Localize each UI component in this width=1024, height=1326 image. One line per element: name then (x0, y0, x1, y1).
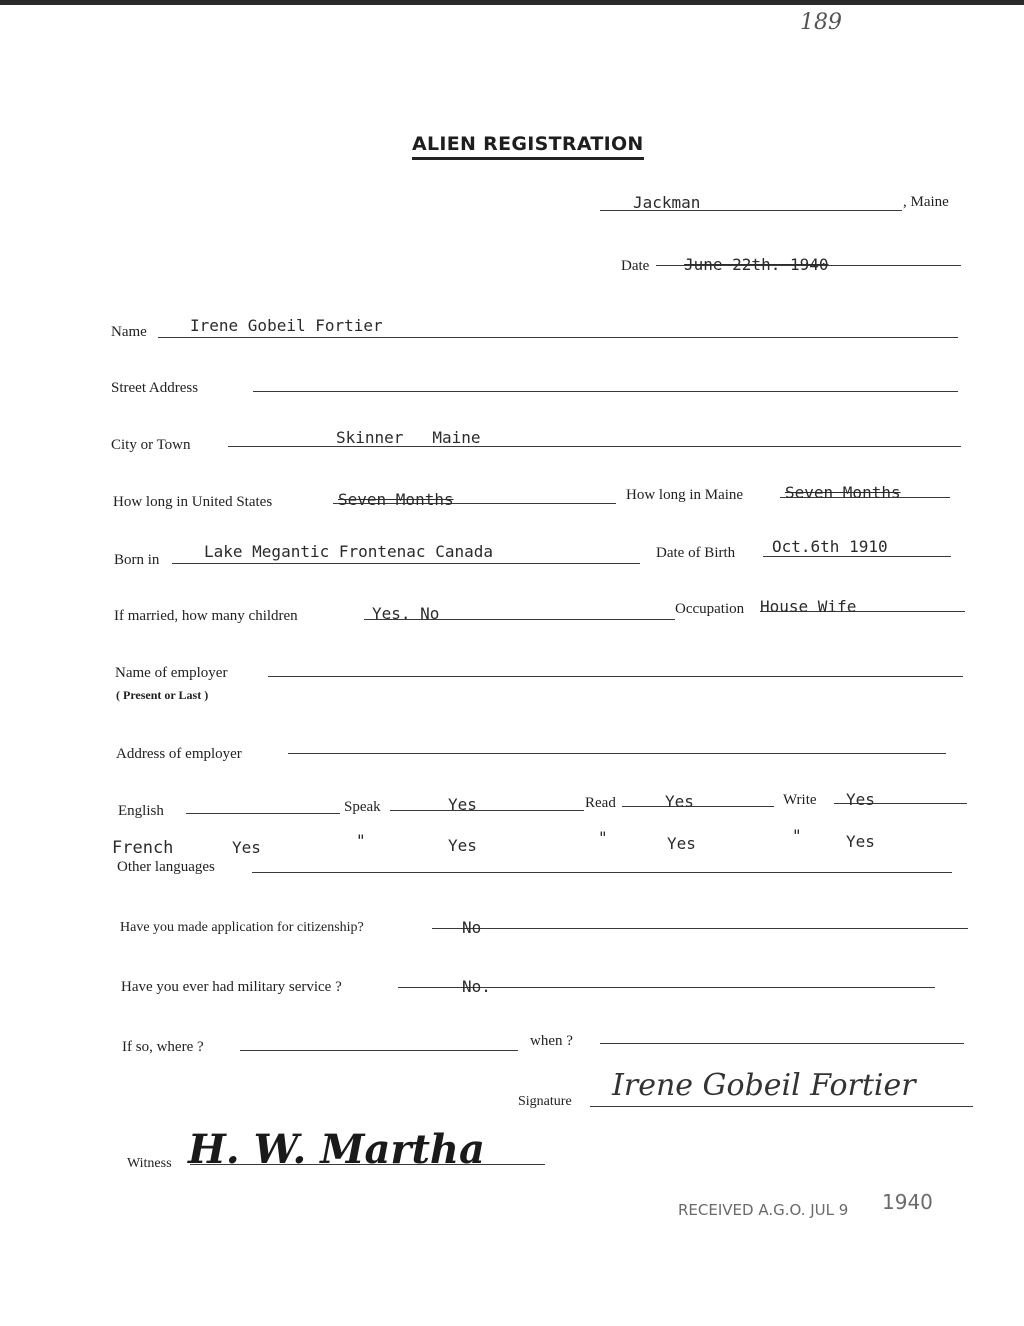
received-stamp-year: 1940 (882, 1190, 933, 1214)
date-label: Date (621, 258, 650, 274)
street-address-label: Street Address (111, 380, 199, 396)
occupation-label: Occupation (675, 601, 745, 617)
where-line (240, 1050, 518, 1051)
us-stay-label: How long in United States (113, 494, 273, 510)
military-value: No. (462, 977, 491, 996)
speak-label: Speak (344, 799, 381, 815)
when-line (600, 1043, 964, 1044)
french-value: Yes (232, 838, 261, 857)
form-title: ALIEN REGISTRATION (412, 133, 644, 160)
french-speak-value: Yes (448, 836, 477, 855)
birth-date-line (763, 556, 951, 557)
speak-line (390, 810, 584, 811)
name-label: Name (111, 324, 147, 340)
ditto-mark-write: " (792, 826, 802, 845)
english-read-value: Yes (665, 792, 694, 811)
citizenship-label: Have you made application for citizenship? (120, 920, 364, 935)
other-languages-label: Other languages (117, 859, 215, 875)
signature-label: Signature (518, 1094, 572, 1109)
english-line (186, 813, 340, 814)
page-top-border (0, 0, 1024, 5)
witness-handwriting: H. W. Martha (188, 1126, 485, 1173)
where-label: If so, where ? (122, 1039, 204, 1055)
citizenship-line (432, 928, 968, 929)
maine-stay-value: Seven Months (785, 483, 901, 502)
born-in-value: Lake Megantic Frontenac Canada (204, 542, 493, 561)
french-label: French (112, 838, 174, 858)
english-write-value: Yes (846, 790, 875, 809)
occupation-value: House Wife (760, 597, 857, 616)
read-label: Read (585, 795, 616, 811)
street-address-line (253, 391, 958, 392)
employer-address-label: Address of employer (116, 746, 242, 762)
city-label: City or Town (111, 437, 191, 453)
birth-date-value: Oct.6th 1910 (772, 537, 888, 556)
citizenship-value: No (462, 918, 482, 937)
maine-stay-label: How long in Maine (626, 487, 744, 503)
married-value: Yes. No (372, 604, 440, 623)
military-label: Have you ever had military service ? (121, 979, 342, 995)
city-value: Skinner Maine (336, 428, 481, 447)
signature-handwriting: Irene Gobeil Fortier (612, 1068, 916, 1103)
ditto-mark-read: " (598, 828, 608, 847)
married-label: If married, how many children (114, 608, 298, 624)
page-number: 189 (800, 10, 842, 35)
french-write-value: Yes (846, 832, 875, 851)
write-label: Write (783, 792, 817, 808)
born-in-line (172, 563, 640, 564)
when-label: when ? (530, 1033, 573, 1049)
read-line (622, 806, 774, 807)
name-line (158, 337, 958, 338)
witness-label: Witness (127, 1156, 172, 1171)
other-languages-line (252, 872, 952, 873)
name-value: Irene Gobeil Fortier (190, 316, 383, 335)
employer-address-line (288, 753, 946, 754)
us-stay-value: Seven Months (338, 490, 454, 509)
received-stamp: RECEIVED A.G.O. JUL 9 (678, 1201, 849, 1219)
date-value: June 22th. 1940 (684, 255, 829, 274)
birth-date-label: Date of Birth (656, 545, 736, 561)
born-in-label: Born in (114, 552, 160, 568)
french-read-value: Yes (667, 834, 696, 853)
english-label: English (118, 803, 164, 819)
town-value: Jackman (633, 193, 701, 212)
english-speak-value: Yes (448, 795, 477, 814)
ditto-mark-speak: " (356, 831, 366, 850)
employer-line (268, 676, 963, 677)
employer-label: Name of employer (115, 665, 228, 681)
signature-line (590, 1106, 973, 1107)
employer-sublabel: ( Present or Last ) (116, 688, 209, 702)
state-label: , Maine (903, 194, 949, 210)
